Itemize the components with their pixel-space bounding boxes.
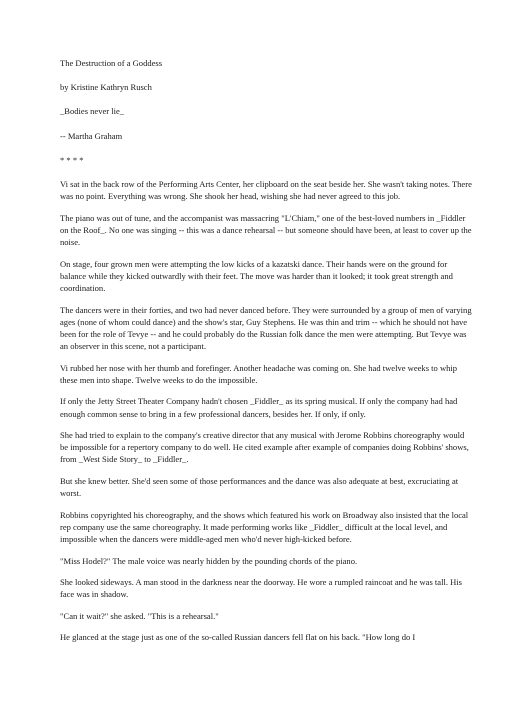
byline: by Kristine Kathryn Rusch (60, 82, 152, 93)
paragraph: The dancers were in their forties, and two had never danced before. They were surrounded by a group of men of varying ages (none of whom could dance) and the show's star, Guy Stephens. He was thin and trim -- which he should not have been for the role of Tevye -- and he could probably do the Russian folk dance the men were attempting. But Tevye was an observer in this scene, not a participant. (60, 304, 472, 352)
paragraph: She had tried to explain to the company's creative director that any musical with Jerome Robbins choreography would be impossible for a repertory company to do well. He cited example after example of companies doing Robbins' shows, from _West Side Story_ to _Fiddler_. (60, 430, 469, 465)
epigraph-attribution: -- Martha Graham (60, 130, 123, 141)
paragraph: But she knew better. She'd seen some of those performances and the dance was also adequate at best, excruciating at worst. (60, 475, 459, 499)
paragraph: She looked sideways. A man stood in the darkness near the doorway. He wore a rumpled raincoat and he was tall. His face was in shadow. (60, 577, 462, 600)
paragraph: Vi sat in the back row of the Performing Arts Center, her clipboard on the seat beside her. She wasn't taking notes. There was no point. Everything was wrong. She shook her head, wishing she had never agreed to this job. (60, 179, 472, 202)
paragraph: "Miss Hodel?" The male voice was nearly hidden by the pounding chords of the piano. (60, 555, 358, 566)
paragraph: "Can it wait?" she asked. "This is a rehearsal." (60, 610, 219, 621)
paragraph: He glanced at the stage just as one of the so-called Russian dancers fell flat on his back. "How long do I (60, 632, 416, 643)
paragraph: On stage, four grown men were attempting the low kicks of a kazatski dance. Their hands were on the ground for balance while they kicked outwardly with their feet. The move was harder than it looked; it took great strength and coordination. (60, 258, 453, 294)
paragraph: Vi rubbed her nose with her thumb and forefinger. Another headache was coming on. She had twelve weeks to whip these men into shape. Twelve weeks to do the impossible. (60, 362, 458, 385)
epigraph: _Bodies never lie_ (60, 106, 125, 117)
paragraph: If only the Jetty Street Theater Company hadn't chosen _Fiddler_ as its spring musical. If only the company had had enough common sense to bring in a few professional dancers, besides her. If only, if only. (60, 396, 458, 419)
paragraph: Robbins copyrighted his choreography, and the shows which featured his work on Broadway also insisted that the local rep company use the same choreography. It made performing works like _Fiddler_ difficult at the local level, and impossible when the dancers were middle-aged men who'd never high-kicked before. (60, 509, 469, 545)
section-separator: * * * * (60, 154, 84, 165)
story-title: The Destruction of a Goddess (60, 58, 163, 68)
paragraph: The piano was out of tune, and the accompanist was massacring "L'Chiam," one of the best-loved numbers in _Fiddler on the Roof_. No one was singing -- this was a dance rehearsal -- but someone should have been, at least to cover up the noise. (60, 212, 472, 248)
